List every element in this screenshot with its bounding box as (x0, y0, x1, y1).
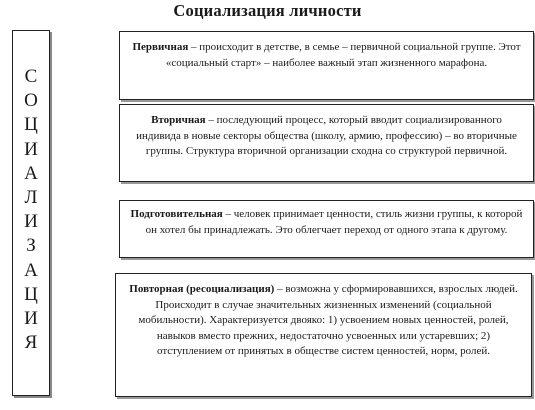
side-label-letter: Я (24, 332, 38, 354)
box-preparatory-term: Подготовительная (130, 208, 223, 220)
box-resocialization (115, 273, 532, 397)
box-preparatory-text: – человек принимает ценности, стиль жизни группы, к которой он хотел бы принадлежать. Это облегчает переход от одного этапа к другому. (145, 208, 523, 236)
box-primary-term: Первичная (132, 41, 189, 53)
side-label-letter: Л (24, 186, 38, 208)
box-primary-socialization (119, 31, 534, 100)
box-resocialization-term: Повторная (ресоциализация) (129, 283, 275, 295)
side-label-letter: Ц (24, 283, 38, 305)
side-label-letter: Ц (24, 114, 38, 136)
box-resocialization-text: – возможна у сформировавшихся, взрослых людей. Происходит в случае значительных жизненных изменений (социальной мобильности). Характеризуется двояко: 1) усвоением новых ценностей, ролей, навыков вместо прежних, недостаточно усвоенных или устаревших; 2) отступлением от принятых в обществе систем ценностей, норм, ролей. (138, 283, 518, 357)
diagram-title: Социализация личности (173, 1, 362, 20)
side-label-box (12, 30, 50, 396)
box-secondary-socialization (119, 104, 534, 182)
side-label-letter: И (24, 307, 38, 329)
side-label-letter: И (24, 211, 38, 233)
side-label-letter: О (24, 90, 38, 112)
side-label-letter: А (24, 259, 38, 281)
side-label-letter: С (24, 66, 38, 87)
box-preparatory-socialization (119, 200, 534, 258)
box-secondary-text: – последующий процесс, который вводит социализированного индивида в новые секторы общества (школу, армию, профессию) – во вторичные группы. Структура вторичной организации сходна со структурой первичной. (136, 114, 517, 157)
side-label-letter: А (24, 162, 38, 184)
box-secondary-term: Вторичная (151, 114, 206, 126)
side-label-letter: И (24, 138, 38, 160)
box-primary-text: – происходит в детстве, в семье – первичной социальной группе. Этот «социальный старт» – наиболее важный этап жизненного марафона. (165, 41, 521, 69)
side-label-letter: З (26, 235, 36, 257)
